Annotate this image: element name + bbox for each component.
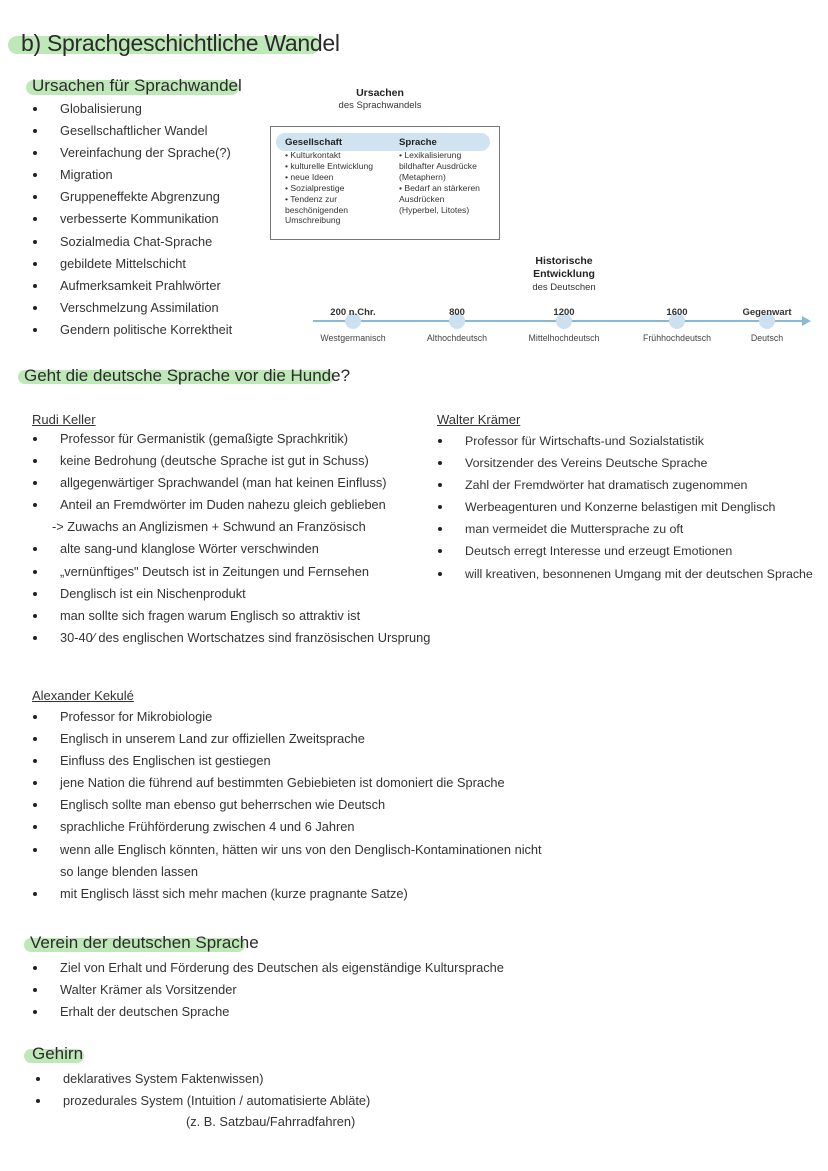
kekule-list — [32, 706, 542, 905]
list-item: Englisch in unserem Land zur offiziellen Zweitsprache — [32, 728, 542, 750]
causes-line: (Metaphern) — [399, 171, 446, 182]
timeline-era: Mittelhochdeutsch — [528, 333, 600, 343]
causes-title: Ursachen — [356, 87, 404, 99]
verein-heading: Verein der deutschen Sprache — [30, 933, 259, 952]
gehirn-list — [35, 1068, 370, 1112]
gehirn-heading: Gehirn — [32, 1044, 84, 1063]
causes-line: Umschreibung — [285, 215, 341, 226]
list-item: man vermeidet die Muttersprache zu oft — [437, 518, 813, 540]
causes-line: • Lexikalisierung — [399, 150, 462, 160]
list-item: Gruppeneffekte Abgrenzung — [32, 186, 232, 208]
list-item: -> Zuwachs an Anglizismen + Schwund an Französisch — [52, 519, 366, 535]
list-item: Verschmelzung Assimilation — [32, 297, 232, 319]
list-item: „vernünftiges" Deutsch ist in Zeitungen und Fernsehen — [32, 561, 430, 583]
timeline-year: 1600 — [666, 307, 688, 318]
list-item: Gendern politische Korrektheit — [32, 319, 232, 341]
ursachen-list — [32, 98, 232, 341]
page-title: b) Sprachgeschichtliche Wandel — [21, 30, 340, 56]
timeline-subtitle: des Deutschen — [532, 282, 596, 293]
causes-column-sprache — [399, 136, 480, 215]
ursachen-heading: Ursachen für Sprachwandel — [32, 76, 242, 95]
list-item: jene Nation die führend auf bestimmten Gebiebieten ist domoniert die Sprache — [32, 772, 542, 794]
list-item: Englisch sollte man ebenso gut beherrschen wie Deutsch — [32, 794, 542, 816]
list-item: Deutsch erregt Interesse und erzeugt Emotionen — [437, 540, 813, 562]
list-item: Globalisierung — [32, 98, 232, 120]
list-item: Aufmerksamkeit Prahlwörter — [32, 275, 232, 297]
timeline-era: Althochdeutsch — [426, 333, 488, 343]
list-item: man sollte sich fragen warum Englisch so attraktiv ist — [32, 605, 430, 627]
author-kekule: Alexander Kekulé — [32, 688, 134, 703]
causes-subtitle: des Sprachwandels — [338, 100, 422, 111]
list-item: 30-40⁄ des englischen Wortschatzes sind französischen Ursprung — [32, 627, 430, 649]
timeline-year: 200 n.Chr. — [330, 307, 376, 318]
causes-line: beschönigenden — [285, 204, 349, 215]
list-item: Sozialmedia Chat-Sprache — [32, 231, 232, 253]
author-kramer: Walter Krämer — [437, 412, 521, 427]
timeline-year: Gegenwart — [742, 307, 792, 318]
list-item: prozedurales System (Intuition / automatisierte Abläte) — [35, 1090, 370, 1112]
list-item: allgegenwärtiger Sprachwandel (man hat keinen Einfluss) — [32, 472, 430, 494]
list-item: Einfluss des Englischen ist gestiegen — [32, 750, 542, 772]
timeline-era: Frühhochdeutsch — [643, 333, 711, 343]
list-item: mit Englisch lässt sich mehr machen (kurze pragnante Satze) — [32, 883, 542, 905]
causes-line: • kulturelle Entwicklung — [285, 160, 374, 171]
list-item: sprachliche Frühförderung zwischen 4 und 6 Jahren — [32, 816, 542, 838]
causes-line: • Kulturkontakt — [285, 150, 341, 160]
list-item: Gesellschaftlicher Wandel — [32, 120, 232, 142]
timeline-arrow-icon — [802, 316, 811, 326]
list-item: gebildete Mittelschicht — [32, 253, 232, 275]
kramer-list — [437, 430, 813, 585]
timeline-year: 800 — [449, 307, 465, 318]
list-item: keine Bedrohung (deutsche Sprache ist gut in Schuss) — [32, 450, 430, 472]
list-item: Werbeagenturen und Konzerne belastigen mit Denglisch — [437, 496, 813, 518]
list-item: Anteil an Fremdwörter im Duden nahezu gleich geblieben — [32, 494, 430, 516]
list-item: Professor for Mikrobiologie — [32, 706, 542, 728]
causes-line: • Tendenz zur — [285, 193, 338, 204]
causes-line: • Sozialprestige — [285, 182, 345, 193]
keller-list — [32, 428, 430, 649]
list-item: Migration — [32, 164, 232, 186]
list-item: Denglisch ist ein Nischenprodukt — [32, 583, 430, 605]
list-item: Professor für Germanistik (gemaßigte Sprachkritik) — [32, 428, 430, 450]
list-item: Vereinfachung der Sprache(?) — [32, 142, 232, 164]
causes-line: (Hyperbel, Litotes) — [399, 204, 470, 215]
verein-list — [32, 957, 504, 1023]
list-item: deklaratives System Faktenwissen) — [35, 1068, 370, 1090]
list-item: Professor für Wirtschafts-und Sozialstatistik — [437, 430, 813, 452]
gehirn-note: (z. B. Satzbau/Fahrradfahren) — [186, 1114, 356, 1129]
causes-line: • Bedarf an stärkeren — [399, 182, 480, 193]
timeline-title — [494, 255, 634, 294]
list-item: alte sang-und klanglose Wörter verschwinden — [32, 538, 430, 560]
causes-line: • neue Ideen — [285, 171, 334, 182]
timeline-year: 1200 — [553, 307, 575, 318]
timeline-title-line1: Historische — [535, 255, 593, 267]
causes-column-gesellschaft — [285, 136, 373, 226]
list-item: Vorsitzender des Vereins Deutsche Sprache — [437, 452, 813, 474]
timeline-era: Deutsch — [750, 333, 784, 343]
list-item: so lange blenden lassen — [60, 863, 199, 879]
list-item: Erhalt der deutschen Sprache — [32, 1001, 504, 1023]
causes-col2-header: Sprache — [399, 137, 437, 148]
list-item: wenn alle Englisch könnten, hätten wir uns von den Denglisch-Kontaminationen nicht — [32, 839, 542, 861]
list-item: verbesserte Kommunikation — [32, 208, 232, 230]
timeline-title-line2: Entwicklung — [533, 268, 595, 280]
causes-line: bildhafter Ausdrücke — [399, 160, 477, 171]
hunde-heading: Geht die deutsche Sprache vor die Hunde? — [24, 366, 351, 385]
list-item: Ziel von Erhalt und Förderung des Deutschen als eigenständige Kultursprache — [32, 957, 504, 979]
causes-line: Ausdrücken — [399, 193, 445, 204]
list-item: will kreativen, besonnenen Umgang mit der deutschen Sprache — [437, 563, 813, 585]
causes-figure-title — [310, 87, 450, 112]
list-item: Zahl der Fremdwörter hat dramatisch zugenommen — [437, 474, 813, 496]
causes-col1-header: Gesellschaft — [285, 137, 343, 148]
timeline-era: Westgermanisch — [320, 333, 386, 343]
author-keller: Rudi Keller — [32, 412, 96, 427]
list-item: Walter Krämer als Vorsitzender — [32, 979, 504, 1001]
